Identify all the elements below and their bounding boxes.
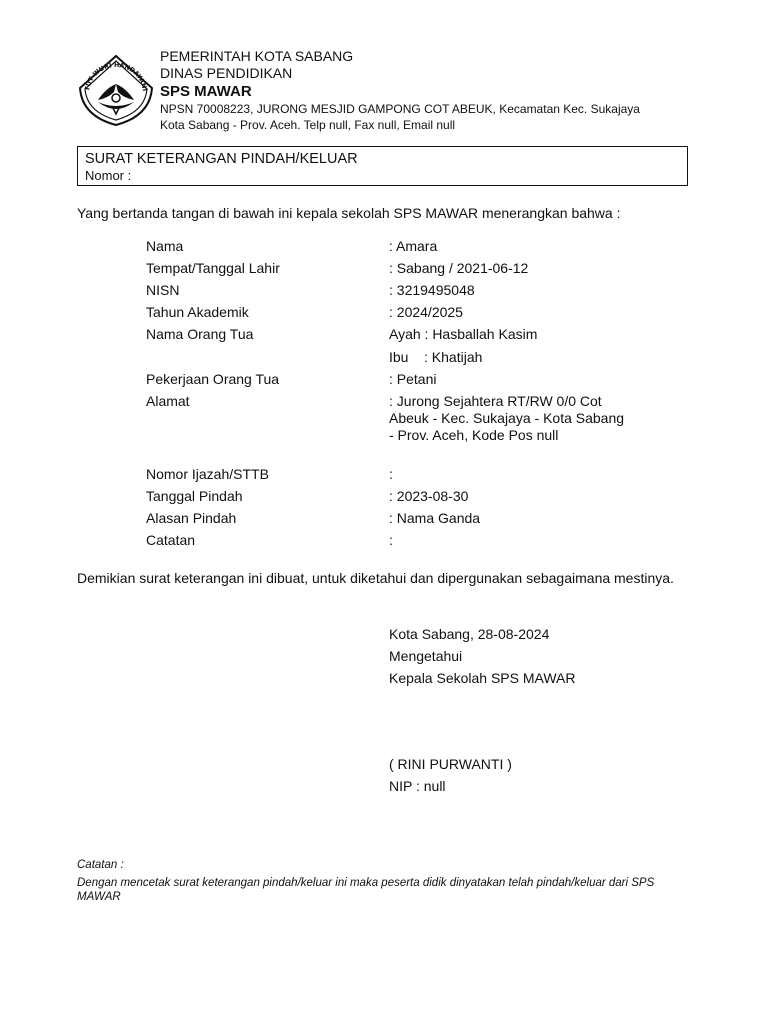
field-label: Nama Orang Tua: [146, 326, 254, 342]
field-value: : 3219495048: [389, 282, 475, 298]
footnote-title: Catatan :: [77, 859, 124, 871]
closing-statement: Demikian surat keterangan ini dibuat, untuk diketahui dan dipergunakan sebagaimana mestinya.: [77, 570, 674, 586]
field-label: Nama: [146, 238, 184, 254]
field-row-certificate: [146, 466, 646, 488]
letterhead: [76, 48, 696, 138]
field-value: : Amara: [389, 238, 438, 254]
intro-text: Yang bertanda tangan di bawah ini kepala sekolah SPS MAWAR menerangkan bahwa :: [77, 205, 621, 221]
field-label: Pekerjaan Orang Tua: [146, 371, 280, 387]
field-label: Tanggal Pindah: [146, 488, 243, 504]
field-row-nisn: [146, 282, 646, 304]
field-label: Alasan Pindah: [146, 510, 237, 526]
field-row-transfer-reason: [146, 510, 646, 532]
field-label: Tempat/Tanggal Lahir: [146, 260, 280, 276]
field-label: Catatan: [146, 532, 196, 548]
field-value: Ayah : Hasballah Kasim: [389, 326, 538, 342]
signatory-name: ( RINI PURWANTI ): [389, 756, 512, 772]
field-row-birth: [146, 260, 646, 282]
field-row-notes: [146, 532, 646, 554]
field-label: NISN: [146, 282, 180, 298]
document-title-box: [77, 146, 688, 186]
school-name: SPS MAWAR: [160, 83, 252, 100]
field-value: : 2023-08-30: [389, 488, 469, 504]
document-number: Nomor :: [85, 168, 132, 183]
signature-place-date: Kota Sabang, 28-08-2024: [389, 626, 550, 642]
student-details: [146, 238, 646, 554]
school-address: NPSN 70008223, JURONG MESJID GAMPONG COT ABEUK, Kecamatan Kec. Sukajaya: [160, 102, 640, 116]
field-value: : Petani: [389, 371, 437, 387]
department-name: DINAS PENDIDIKAN: [160, 65, 293, 81]
field-label: Alamat: [146, 393, 190, 409]
field-value: : 2024/2025: [389, 304, 463, 320]
field-value: : Nama Ganda: [389, 510, 481, 526]
field-row-name: [146, 238, 646, 260]
field-value: :: [389, 466, 393, 482]
field-value: Ibu : Khatijah: [389, 349, 483, 365]
field-label: Tahun Akademik: [146, 304, 249, 320]
signature-acknowledge: Mengetahui: [389, 648, 463, 664]
signature-block: [389, 623, 689, 689]
field-row-address: [146, 393, 646, 466]
school-contact: Kota Sabang - Prov. Aceh. Telp null, Fax null, Email null: [160, 118, 456, 132]
field-row-academic-year: [146, 304, 646, 326]
footnote-text: Dengan mencetak surat keterangan pindah/keluar ini maka peserta didik dinyatakan telah pindah/keluar dari SPS MAWAR: [77, 877, 655, 903]
signature-position: Kepala Sekolah SPS MAWAR: [389, 670, 576, 686]
field-row-father: [146, 326, 646, 349]
field-value: : Jurong Sejahtera RT/RW 0/0 Cot Abeuk - Kec. Sukajaya - Kota Sabang - Prov. Aceh, Kode Pos null: [389, 393, 625, 443]
field-value: : Sabang / 2021-06-12: [389, 260, 529, 276]
document-title: SURAT KETERANGAN PINDAH/KELUAR: [85, 151, 358, 167]
field-label: Nomor Ijazah/STTB: [146, 466, 269, 482]
field-value: :: [389, 532, 393, 548]
field-row-transfer-date: [146, 488, 646, 510]
footnote: [77, 858, 697, 904]
government-name: PEMERINTAH KOTA SABANG: [160, 48, 354, 64]
logo-motto: TUT WURI HANDAYANI: [84, 61, 148, 92]
field-row-mother: [146, 349, 646, 371]
signatory: [389, 753, 512, 797]
field-row-parent-job: [146, 371, 646, 393]
signatory-nip: NIP : null: [389, 778, 446, 794]
tut-wuri-handayani-logo: [76, 54, 156, 126]
